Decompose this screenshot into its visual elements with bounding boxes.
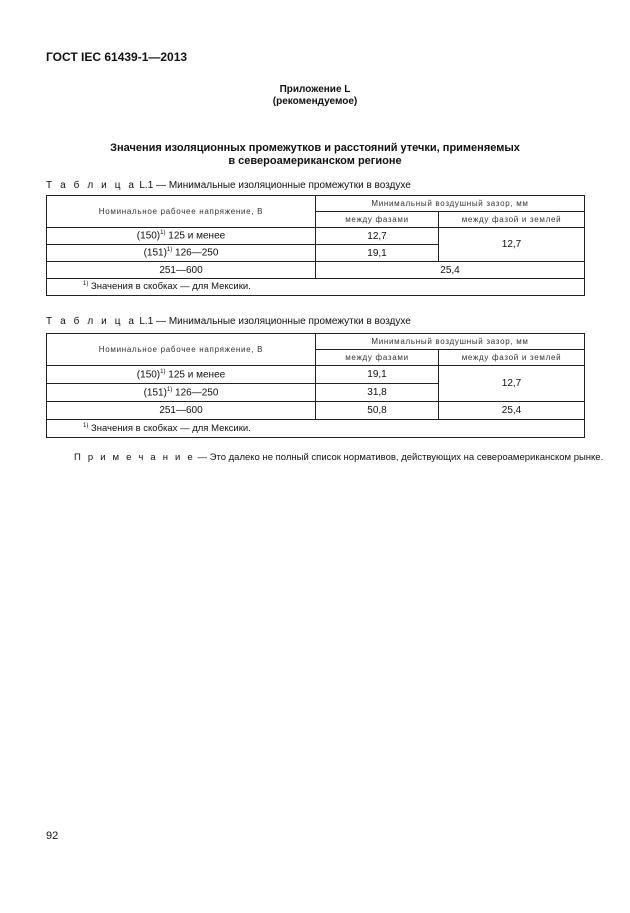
section-heading-line2: в североамериканском регионе xyxy=(228,155,402,167)
remark-label: П р и м е ч а н и е xyxy=(74,452,195,463)
table1-footnote: $^{1)}$ Значения в скобках — для Мексики. xyxy=(47,279,585,296)
earth-cell-merged: 12,7 xyxy=(439,228,585,262)
table-row xyxy=(47,402,585,420)
table-row xyxy=(47,366,585,384)
section-heading-line1: Значения изоляционных промежутков и расстояний утечки, применяемых xyxy=(110,142,520,154)
phase-cell: 19,1 xyxy=(316,366,439,384)
voltage-cell: $(150)^{1)}$ 125 и менее xyxy=(47,366,316,384)
page-number: 92 xyxy=(46,830,59,842)
table2-footnote: $^{1)}$ Значения в скобках — для Мексики. xyxy=(47,420,585,438)
table2 xyxy=(46,333,585,438)
phase-cell: 50,8 xyxy=(316,402,439,420)
table1-phase-header: между фазами xyxy=(316,212,439,228)
voltage-cell: 251—600 xyxy=(47,402,316,420)
phase-cell: 31,8 xyxy=(316,384,439,402)
earth-cell: 25,4 xyxy=(439,402,585,420)
table2-caption xyxy=(46,316,411,327)
voltage-cell: $(150)^{1)}$ 125 и менее xyxy=(47,228,316,245)
table1-earth-header: между фазой и землей xyxy=(439,212,585,228)
table1-caption xyxy=(46,180,411,191)
table2-phase-header: между фазами xyxy=(316,350,439,366)
earth-cell-merged: 12,7 xyxy=(439,366,585,402)
both-cell: 25,4 xyxy=(316,262,585,279)
phase-cell: 19,1 xyxy=(316,245,439,262)
remark-text: — Это далеко не полный список нормативов, действующих на североамериканском рынке. xyxy=(194,452,604,463)
table2-gap-header: Минимальный воздушный зазор, мм xyxy=(316,334,585,350)
table2-earth-header: между фазой и землей xyxy=(439,350,585,366)
table2-caption-text: L.1 — Минимальные изоляционные промежутки в воздухе xyxy=(136,316,411,327)
table1 xyxy=(46,195,585,296)
table-row xyxy=(47,262,585,279)
table-row xyxy=(47,228,585,245)
appendix-title: Приложение L xyxy=(279,84,351,95)
table2-label: Т а б л и ц а xyxy=(46,316,137,327)
voltage-cell: $(151)^{1)}$ 126—250 xyxy=(47,384,316,402)
standard-header: ГОСТ IEC 61439-1—2013 xyxy=(46,50,188,64)
voltage-cell: 251—600 xyxy=(47,262,316,279)
phase-cell: 12,7 xyxy=(316,228,439,245)
remark xyxy=(74,452,603,463)
table2-voltage-header: Номинальное рабочее напряжение, В xyxy=(47,334,316,366)
table1-gap-header: Минимальный воздушный зазор, мм xyxy=(316,196,585,212)
table1-caption-text: L.1 — Минимальные изоляционные промежутки в воздухе xyxy=(136,180,411,191)
voltage-cell: $(151)^{1)}$ 126—250 xyxy=(47,245,316,262)
table1-label: Т а б л и ц а xyxy=(46,180,137,191)
appendix-status: (рекомендуемое) xyxy=(272,96,358,107)
table1-voltage-header: Номинальное рабочее напряжение, В xyxy=(47,196,316,228)
